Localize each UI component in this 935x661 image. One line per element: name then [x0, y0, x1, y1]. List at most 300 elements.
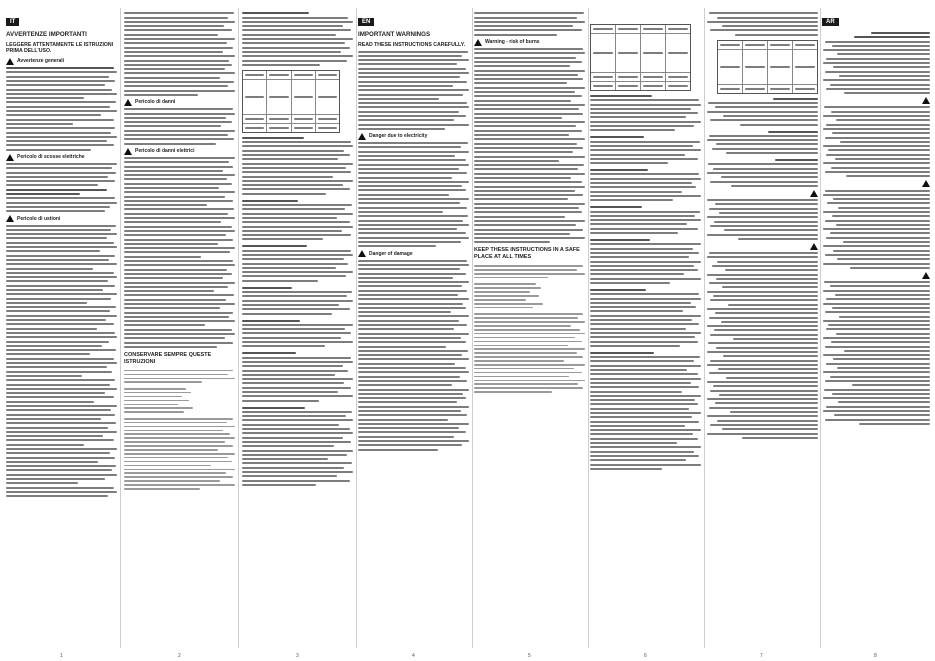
text-line: [826, 298, 930, 300]
text-line: [242, 263, 348, 265]
text-line: [124, 411, 184, 413]
text-line: [590, 306, 696, 308]
text-line: [124, 213, 228, 215]
text-line: [242, 445, 334, 447]
text-line: [358, 81, 467, 83]
panel-arabic-2: [822, 10, 930, 645]
text-line: [124, 29, 232, 31]
text-line: [590, 243, 701, 245]
text-line: [124, 38, 235, 40]
text-line: [843, 241, 930, 243]
text-line: [124, 174, 235, 176]
text-line: [318, 127, 337, 129]
text-line: [726, 377, 818, 379]
text-line: [124, 388, 186, 390]
text-line: [838, 401, 930, 403]
column-divider: [120, 8, 121, 648]
text-line: [6, 110, 117, 112]
text-line: [590, 421, 699, 423]
text-line: [590, 256, 689, 258]
text-line: [358, 376, 460, 378]
text-line: [726, 152, 818, 154]
text-line: [6, 136, 117, 138]
text-line: [590, 112, 698, 114]
text-line: [710, 334, 818, 336]
text-line: [124, 400, 189, 402]
text-line: [358, 281, 469, 283]
text-line: [124, 51, 223, 53]
text-line: [618, 28, 638, 30]
text-line: [6, 315, 117, 317]
text-line: [770, 66, 790, 68]
text-line: [294, 74, 313, 76]
text-line: [590, 182, 692, 184]
text-line: [474, 317, 578, 319]
text-line: [358, 63, 457, 65]
text-line: [242, 432, 353, 434]
text-line: [590, 278, 701, 280]
text-line: [294, 127, 313, 129]
text-line: [823, 115, 930, 117]
text-line: [358, 354, 462, 356]
table-cell: [615, 73, 640, 81]
text-line: [643, 76, 663, 78]
text-line: [6, 268, 93, 270]
text-line: [124, 21, 235, 23]
table-cell: [266, 124, 290, 132]
text-line: [836, 224, 930, 226]
text-line: [242, 313, 332, 315]
text-line: [850, 267, 930, 269]
text-line: [474, 78, 583, 80]
text-line: [358, 406, 469, 408]
text-line: [6, 491, 117, 493]
text-line: [474, 65, 570, 67]
text-line: [590, 186, 696, 188]
text-line: [358, 260, 467, 262]
data-table: [590, 24, 691, 91]
panel-italian-1: [6, 10, 118, 645]
text-line: [358, 232, 466, 234]
text-line: [474, 12, 584, 14]
text-line: [474, 341, 582, 343]
text-line: [837, 53, 930, 55]
text-line: [474, 307, 533, 309]
text-line: [838, 207, 930, 209]
text-line: [124, 329, 232, 331]
text-line: [6, 409, 111, 411]
table-cell: [640, 73, 665, 81]
text-line: [6, 272, 114, 274]
text-line: [474, 91, 575, 93]
text-line: [294, 96, 313, 98]
text-line: [474, 287, 541, 289]
text-line: [358, 290, 467, 292]
text-line: [590, 121, 701, 123]
text-line: [590, 169, 648, 171]
text-line: [358, 228, 457, 230]
text-line: [871, 32, 930, 34]
text-line: [6, 80, 115, 82]
text-line: [6, 250, 100, 252]
text-line: [590, 298, 701, 300]
text-line: [6, 140, 107, 142]
text-line: [124, 299, 226, 301]
text-line: [358, 185, 462, 187]
text-line: [358, 384, 452, 386]
text-line: [242, 337, 341, 339]
text-line: [590, 323, 699, 325]
text-line: [593, 76, 613, 78]
text-line: [668, 85, 688, 87]
text-line: [590, 173, 699, 175]
text-line: [6, 478, 105, 480]
text-line: [6, 427, 108, 429]
text-line: [474, 95, 582, 97]
text-line: [707, 234, 818, 236]
text-line: [124, 316, 229, 318]
text-line: [717, 420, 818, 422]
text-line: [124, 465, 211, 467]
text-line: [707, 139, 818, 141]
text-line: [124, 260, 233, 262]
text-line: [795, 66, 815, 68]
text-line: [832, 45, 930, 47]
text-line: [859, 423, 930, 425]
text-line: [124, 121, 232, 123]
table-cell: [665, 82, 690, 90]
text-line: [124, 418, 233, 420]
text-line: [6, 422, 116, 424]
text-line: [716, 278, 818, 280]
text-line: [242, 407, 305, 409]
table-cell: [615, 82, 640, 90]
text-line: [474, 143, 577, 145]
table-cell: [767, 41, 792, 49]
text-line: [6, 431, 117, 433]
text-line: [242, 320, 300, 322]
text-line: [242, 352, 296, 354]
text-line: [590, 149, 701, 151]
text-line: [590, 442, 677, 444]
section-title: Pericolo di ustioni: [17, 215, 61, 222]
text-line: [242, 267, 336, 269]
text-line: [474, 356, 583, 358]
text-line: [590, 382, 691, 384]
text-line: [358, 159, 466, 161]
table-row: [591, 72, 690, 81]
text-line: [590, 332, 701, 334]
text-line: [474, 100, 571, 102]
text-line: [6, 388, 117, 390]
language-tag: IT: [6, 18, 19, 26]
text-line: [242, 424, 339, 426]
text-line: [715, 312, 818, 314]
table-cell: [615, 25, 640, 33]
text-line: [474, 364, 585, 366]
text-line: [358, 207, 467, 209]
text-line: [6, 371, 112, 373]
text-line: [6, 405, 117, 407]
text-line: [318, 74, 337, 76]
text-line: [124, 488, 200, 490]
text-line: [844, 92, 930, 94]
text-line: [6, 375, 82, 377]
text-line: [242, 300, 353, 302]
table-cell: [718, 85, 742, 93]
table-cell: [315, 124, 339, 132]
text-line: [474, 269, 577, 271]
text-line: [242, 258, 344, 260]
text-line: [242, 458, 328, 460]
text-line: [474, 173, 585, 175]
text-line: [242, 200, 298, 202]
text-line: [590, 252, 699, 254]
text-line: [6, 259, 109, 261]
text-line: [474, 121, 585, 123]
page-number: 2: [178, 653, 181, 659]
text-line: [269, 118, 288, 120]
text-line: [242, 395, 353, 397]
warning-electric: [6, 154, 118, 161]
text-line: [825, 171, 930, 173]
text-line: [242, 34, 336, 36]
text-line: [590, 206, 642, 208]
text-line: [124, 170, 223, 172]
text-line: [124, 461, 232, 463]
text-line: [823, 245, 930, 247]
text-line: [6, 123, 73, 125]
text-line: [269, 74, 288, 76]
text-line: [837, 367, 930, 369]
page-number: 1: [60, 653, 63, 659]
text-line: [358, 285, 462, 287]
text-line: [242, 475, 337, 477]
text-line: [242, 60, 347, 62]
text-line: [124, 64, 232, 66]
text-line: [6, 149, 91, 151]
text-line: [825, 254, 930, 256]
text-line: [124, 264, 235, 266]
text-line: [474, 224, 576, 226]
text-line: [474, 156, 585, 158]
text-line: [124, 433, 230, 435]
text-line: [474, 164, 584, 166]
text-line: [242, 275, 346, 277]
text-line: [6, 84, 105, 86]
text-line: [590, 261, 701, 263]
text-line: [242, 29, 351, 31]
text-line: [728, 304, 818, 306]
text-line: [474, 203, 585, 205]
text-line: [242, 141, 351, 143]
text-line: [124, 472, 226, 474]
text-line: [593, 28, 613, 30]
text-line: [825, 71, 930, 73]
text-line: [474, 220, 585, 222]
warning-electrical-damage: [124, 148, 236, 155]
table-cell: [792, 50, 817, 84]
text-line: [358, 215, 468, 217]
table-row: [591, 33, 690, 72]
text-line: [242, 12, 309, 14]
text-line: [832, 307, 930, 309]
text-line: [358, 220, 463, 222]
text-line: [358, 164, 469, 166]
text-line: [358, 311, 451, 313]
text-line: [124, 407, 193, 409]
text-line: [590, 356, 700, 358]
text-line: [242, 400, 319, 402]
text-line: [590, 302, 691, 304]
text-line: [823, 371, 930, 373]
text-line: [6, 349, 116, 351]
text-line: [358, 320, 459, 322]
text-line: [124, 430, 223, 432]
text-line: [590, 273, 684, 275]
text-line: [590, 412, 701, 414]
table-row: [718, 84, 817, 93]
text-line: [6, 289, 103, 291]
text-line: [124, 196, 225, 198]
text-line: [242, 295, 347, 297]
text-line: [6, 97, 84, 99]
text-line: [474, 241, 550, 243]
text-line: [124, 273, 232, 275]
text-line: [474, 299, 526, 301]
text-line: [318, 96, 337, 98]
warning-triangle-icon: [922, 180, 930, 187]
text-line: [242, 378, 353, 380]
text-line: [358, 298, 469, 300]
text-line: [474, 348, 585, 350]
text-line: [719, 212, 818, 214]
text-line: [474, 74, 578, 76]
text-line: [124, 125, 221, 127]
text-line: [474, 277, 548, 279]
text-line: [242, 180, 353, 182]
text-line: [124, 457, 228, 459]
panel-english-2: [474, 10, 586, 645]
text-line: [358, 111, 459, 113]
text-line: [6, 172, 116, 174]
table-cell: [591, 34, 615, 72]
text-line: [124, 324, 205, 326]
text-line: [124, 286, 228, 288]
text-line: [474, 34, 557, 36]
text-line: [717, 261, 818, 263]
warning-arabic: [822, 272, 930, 279]
text-line: [6, 435, 103, 437]
text-line: [712, 148, 818, 150]
text-line: [823, 211, 930, 213]
table-row: [243, 71, 339, 79]
panel-heading: IMPORTANT WARNINGS: [358, 31, 431, 38]
text-line: [713, 295, 818, 297]
warning-triangle-icon: [124, 99, 132, 106]
text-line: [242, 480, 350, 482]
text-line: [590, 116, 686, 118]
text-line: [242, 145, 353, 147]
language-tag: EN: [358, 18, 374, 26]
text-line: [242, 167, 346, 169]
text-line: [242, 391, 338, 393]
text-line: [358, 414, 467, 416]
text-line: [474, 52, 585, 54]
text-line: [124, 143, 216, 145]
text-line: [124, 251, 230, 253]
text-line: [124, 12, 234, 14]
text-line: [242, 208, 345, 210]
text-line: [590, 232, 678, 234]
text-line: [124, 77, 220, 79]
text-line: [590, 269, 698, 271]
panel-english-3: [590, 10, 702, 645]
page-number: 3: [296, 653, 299, 659]
table-cell: [742, 85, 767, 93]
text-line: [707, 111, 818, 113]
text-line: [834, 414, 930, 416]
text-line: [124, 256, 201, 258]
text-line: [6, 457, 115, 459]
page-number: 7: [760, 653, 763, 659]
text-line: [124, 437, 235, 439]
text-line: [358, 98, 439, 100]
text-line: [590, 386, 699, 388]
text-line: [358, 427, 459, 429]
text-line: [710, 181, 818, 183]
text-line: [618, 52, 638, 54]
text-line: [6, 452, 110, 454]
text-line: [358, 397, 466, 399]
text-line: [242, 150, 344, 152]
text-line: [6, 255, 115, 257]
text-line: [707, 172, 818, 174]
text-line: [738, 238, 818, 240]
text-line: [242, 64, 320, 66]
text-line: [6, 210, 105, 212]
text-line: [6, 341, 109, 343]
text-line: [713, 385, 818, 387]
text-line: [474, 186, 585, 188]
text-line: [6, 328, 97, 330]
text-line: [358, 94, 463, 96]
text-line: [124, 117, 226, 119]
text-line: [242, 230, 342, 232]
warning-triangle-icon: [810, 190, 818, 197]
table-cell: [615, 34, 640, 72]
text-line: [722, 25, 818, 27]
text-line: [358, 419, 448, 421]
text-line: [474, 329, 580, 331]
text-line: [6, 414, 115, 416]
text-line: [718, 368, 818, 370]
text-line: [474, 181, 582, 183]
text-line: [242, 370, 348, 372]
text-line: [590, 365, 701, 367]
text-line: [590, 319, 692, 321]
warning-heat: [6, 215, 118, 222]
text-line: [242, 365, 343, 367]
text-line: [474, 160, 559, 162]
text-line: [590, 211, 700, 213]
text-line: [242, 411, 352, 413]
data-table: [242, 70, 340, 133]
text-line: [474, 17, 577, 19]
text-line: [825, 419, 930, 421]
text-line: [124, 130, 235, 132]
text-line: [358, 102, 467, 104]
